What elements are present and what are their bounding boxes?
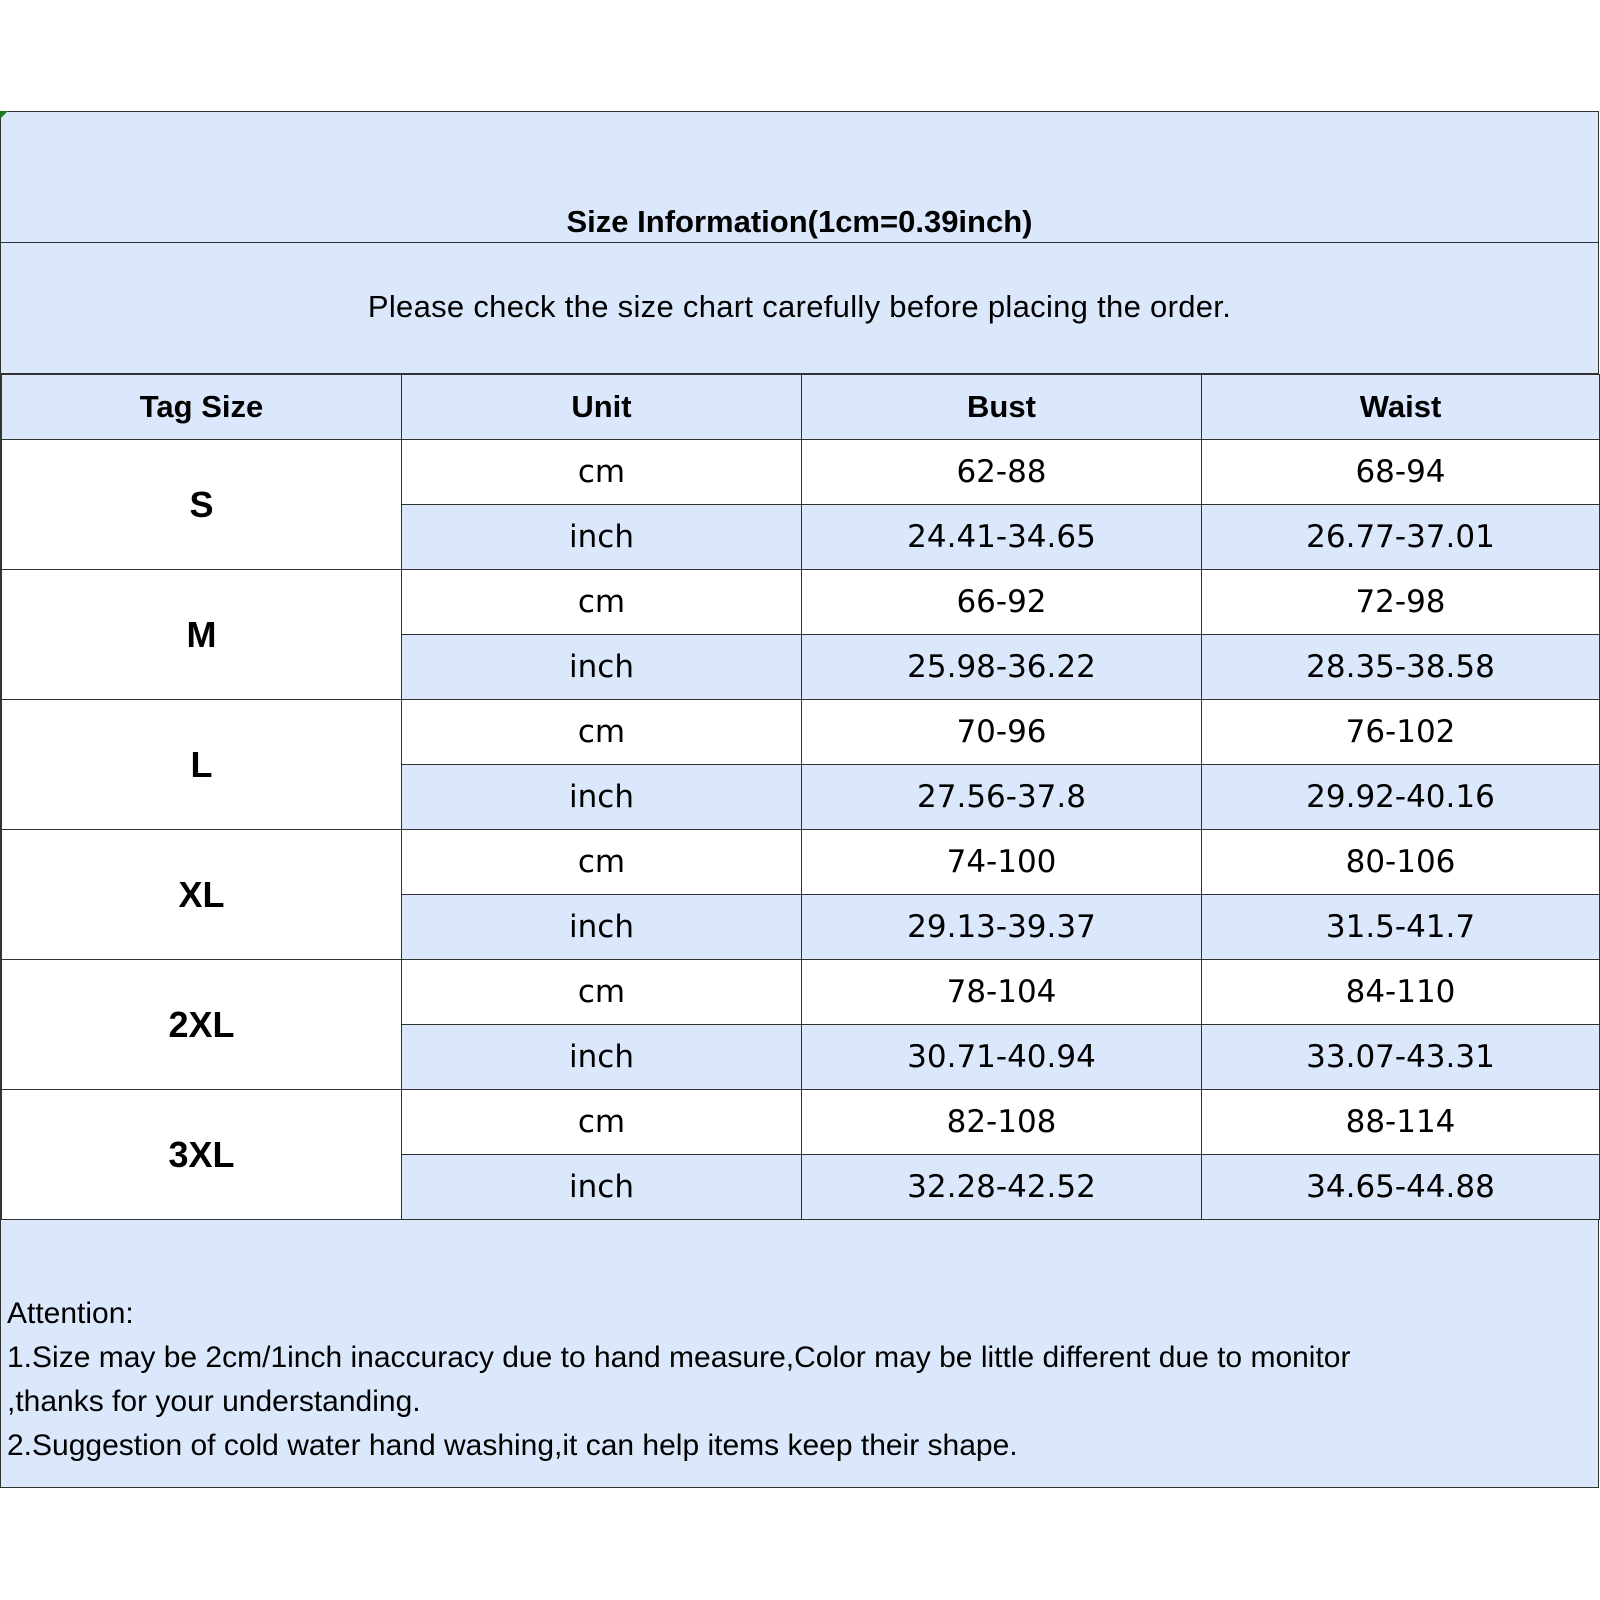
size-chart-sheet — [0, 111, 1599, 1488]
table-row — [2, 830, 1600, 895]
waist-cell: 88-114 — [1202, 1090, 1600, 1155]
waist-cell: 29.92-40.16 — [1202, 765, 1600, 830]
waist-cell: 80-106 — [1202, 830, 1600, 895]
waist-cell: 28.35-38.58 — [1202, 635, 1600, 700]
waist-cell: 76-102 — [1202, 700, 1600, 765]
header-row — [2, 375, 1600, 440]
bust-cell: 27.56-37.8 — [802, 765, 1202, 830]
bust-cell: 70-96 — [802, 700, 1202, 765]
tag-size-cell: 2XL — [2, 960, 402, 1090]
size-chart-subtitle: Please check the size chart carefully before placing the order. — [367, 289, 1232, 324]
unit-cell: inch — [402, 1155, 802, 1220]
tag-size-cell: L — [2, 700, 402, 830]
bust-cell: 29.13-39.37 — [802, 895, 1202, 960]
unit-cell: inch — [402, 765, 802, 830]
table-row — [2, 960, 1600, 1025]
tag-size-cell: S — [2, 440, 402, 570]
waist-cell: 68-94 — [1202, 440, 1600, 505]
tag-size-cell: 3XL — [2, 1090, 402, 1220]
unit-cell: cm — [402, 700, 802, 765]
waist-cell: 72-98 — [1202, 570, 1600, 635]
header-unit: Unit — [402, 375, 802, 440]
attention-line-2: ,thanks for your understanding. — [7, 1385, 421, 1418]
waist-cell: 33.07-43.31 — [1202, 1025, 1600, 1090]
bust-cell: 30.71-40.94 — [802, 1025, 1202, 1090]
bust-cell: 66-92 — [802, 570, 1202, 635]
bust-cell: 74-100 — [802, 830, 1202, 895]
waist-cell: 26.77-37.01 — [1202, 505, 1600, 570]
table-row — [2, 1090, 1600, 1155]
table-row — [2, 700, 1600, 765]
waist-cell: 31.5-41.7 — [1202, 895, 1600, 960]
subtitle-row — [1, 243, 1598, 374]
unit-cell: inch — [402, 895, 802, 960]
header-tag-size: Tag Size — [2, 375, 402, 440]
bust-cell: 78-104 — [802, 960, 1202, 1025]
unit-cell: cm — [402, 440, 802, 505]
size-chart-title: Size Information(1cm=0.39inch) — [566, 204, 1033, 239]
tag-size-cell: M — [2, 570, 402, 700]
bust-cell: 32.28-42.52 — [802, 1155, 1202, 1220]
bust-cell: 24.41-34.65 — [802, 505, 1202, 570]
table-row — [2, 570, 1600, 635]
bust-cell: 82-108 — [802, 1090, 1202, 1155]
attention-line-1: 1.Size may be 2cm/1inch inaccuracy due to hand measure,Color may be little different due to monitor — [7, 1341, 1351, 1374]
header-waist: Waist — [1202, 375, 1600, 440]
unit-cell: cm — [402, 830, 802, 895]
corner-marker — [0, 111, 8, 119]
title-row — [1, 112, 1598, 243]
unit-cell: cm — [402, 1090, 802, 1155]
bust-cell: 62-88 — [802, 440, 1202, 505]
header-bust: Bust — [802, 375, 1202, 440]
unit-cell: cm — [402, 960, 802, 1025]
unit-cell: cm — [402, 570, 802, 635]
unit-cell: inch — [402, 1025, 802, 1090]
bust-cell: 25.98-36.22 — [802, 635, 1202, 700]
tag-size-cell: XL — [2, 830, 402, 960]
size-table — [1, 374, 1600, 1220]
attention-notes — [7, 1292, 1587, 1468]
attention-line-3: 2.Suggestion of cold water hand washing,it can help items keep their shape. — [7, 1429, 1018, 1462]
unit-cell: inch — [402, 635, 802, 700]
waist-cell: 34.65-44.88 — [1202, 1155, 1600, 1220]
waist-cell: 84-110 — [1202, 960, 1600, 1025]
attention-heading: Attention: — [7, 1297, 134, 1330]
table-row — [2, 440, 1600, 505]
unit-cell: inch — [402, 505, 802, 570]
